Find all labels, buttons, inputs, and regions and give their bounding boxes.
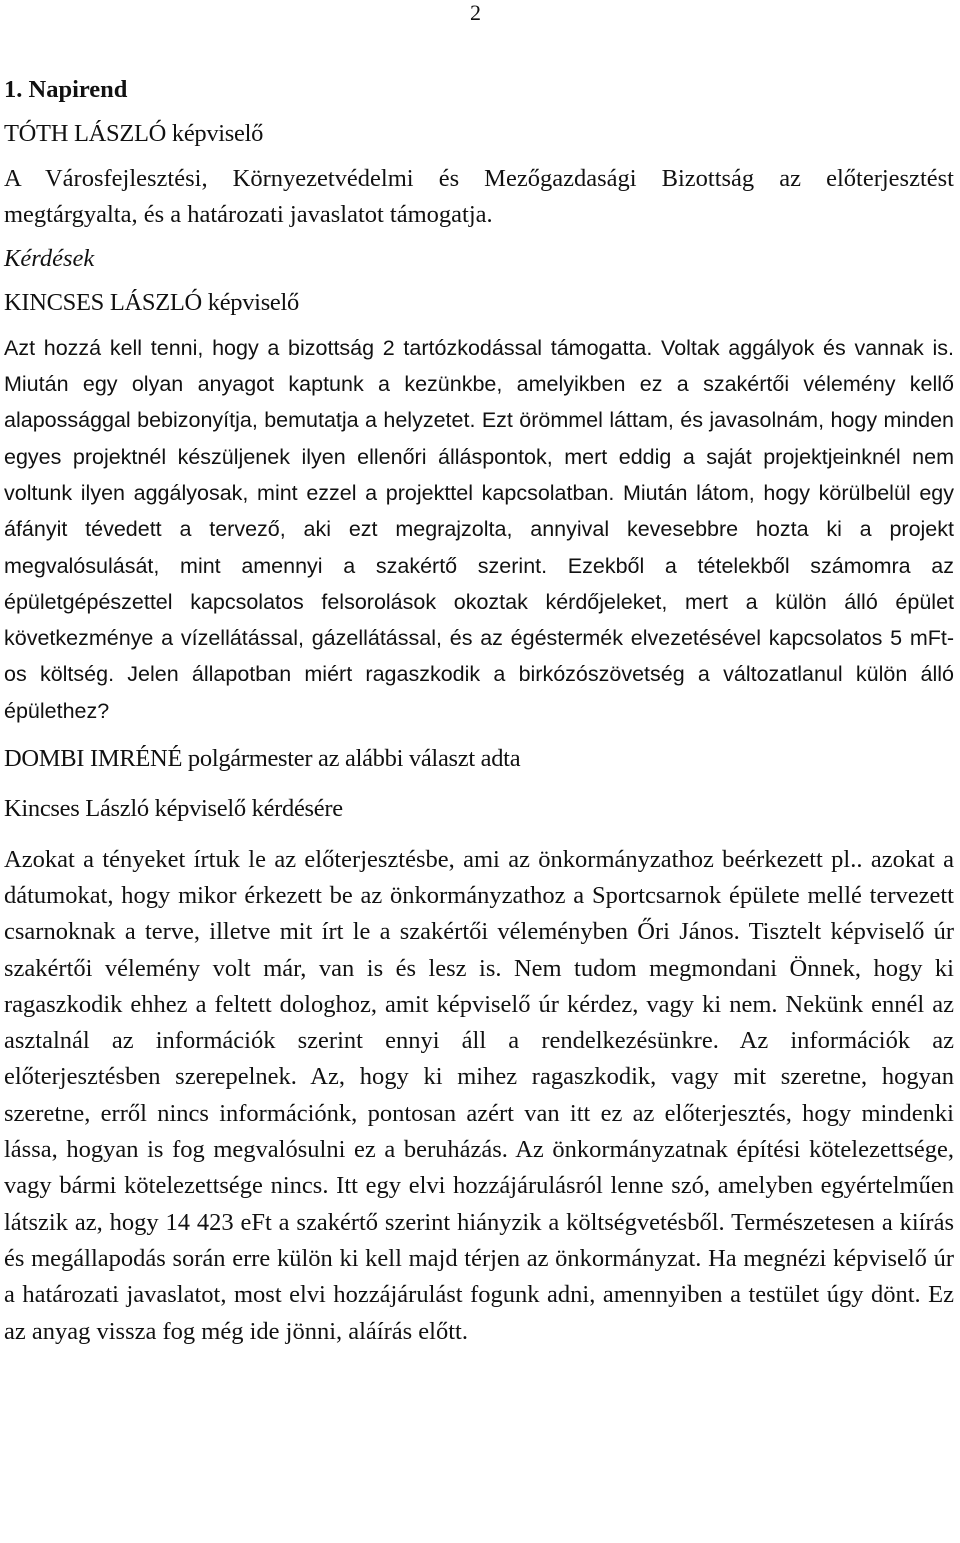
question-text-continued: Ezt örömmel láttam, és javasolnám, hogy minden egyes projektnél készüljenek ilyen ellenőri álláspontok, mert eddig a saját projektjeinknél nem voltunk ilyen aggályosak, mint ezzel a projekttel kapcsolatban. Miután látom, hogy körülbelül egy áfányit tévedett a tervező, aki ezt megrajzolta, annyival kevesebbre hozta ki a projekt megvalósulását, mint amennyi a szakértő szerint. Ezekből a tételekből számomra az épületgépészettel kapcsolatos felsorolások okoztak kérdőjeleket, mert a külön álló épület következménye a vízellátással, gázellátással, és az égéstermék elvezetésével kapcsolatos 5 mFt-os költség. Jelen állapotban miért ragaszkodik a birkózószövetség a változatlanul külön álló épülethez? [4,408,954,723]
question-text: Azt hozzá kell tenni, hogy a bizottság 2 tartózkodással támogatta. Voltak aggályok és vannak is. Miután egy olyan anyagot kaptunk a kezünkbe, amelyikben ez a szakértői vélemény kellő alapossággal bebizonyítja, bemutatja a helyzetet. [4,335,954,433]
questions-speaker: KINCSES LÁSZLÓ képviselő [4,289,299,317]
question-paragraph [4,330,954,729]
agenda-title: 1. Napirend [4,76,128,103]
questions-heading: Kérdések [4,245,95,273]
document-body [4,72,954,1350]
committee-statement: A Városfejlesztési, Környezetvédelmi és Mezőgazdasági Bizottság az előterjesztést megtárgyalta, és a határozati javaslatot támogatja. [4,164,954,228]
answer-speaker: DOMBI IMRÉNÉ polgármester az alábbi választ adta [4,745,521,773]
answer-paragraph: Azokat a tényeket írtuk le az előterjesztésbe, ami az önkormányzathoz beérkezett pl.. azokat a dátumokat, hogy mikor érkezett be az önkormányzathoz a Sportcsarnok épülete mellé tervezett csarnoknak a terve, illetve mit írt le a szakértői véleményben Őri János. Tisztelt képviselő úr szakértői vélemény volt már, van is és lesz is. Nem tudom megmondani Önnek, hogy ki ragaszkodik ehhez a feltett dologhoz, amit képviselő úr kérdez, vagy ki nem. Nekünk ennél az asztalnál az információk szerint ennyi áll a rendelkezésünkre. Az információk az előterjesztésben szerepelnek. Az, hogy ki mihez ragaszkodik, vagy mit szeretne, hogyan szeretne, erről nincs információnk, pontosan azért van itt ez az előterjesztés, hogy mindenki lássa, hogyan is fog megvalósulni ez a beruházás. Az önkormányzatnak építési kötelezettsége, vagy bármi kötelezettsége nincs. Itt egy elvi hozzájárulásról lenne szó, amelyben egyértelműen látszik az, hogy 14 423 eFt a szakértő szerint hiányzik a költségvetésből. Természetesen a kiírás és megállapodás során erre külön ki kell majd térjen az önkormányzat. Ha megnézi képviselő úr a határozati javaslatot, most elvi hozzájárulást fogunk adni, amennyiben a testület úgy dönt. Ez az anyag vissza fog még ide jönni, aláírás előtt. [4,845,954,1345]
page-number: 2 [470,0,481,25]
answer-recipient: Kincses László képviselő kérdésére [4,795,343,823]
committee-speaker: TÓTH LÁSZLÓ képviselő [4,120,264,148]
